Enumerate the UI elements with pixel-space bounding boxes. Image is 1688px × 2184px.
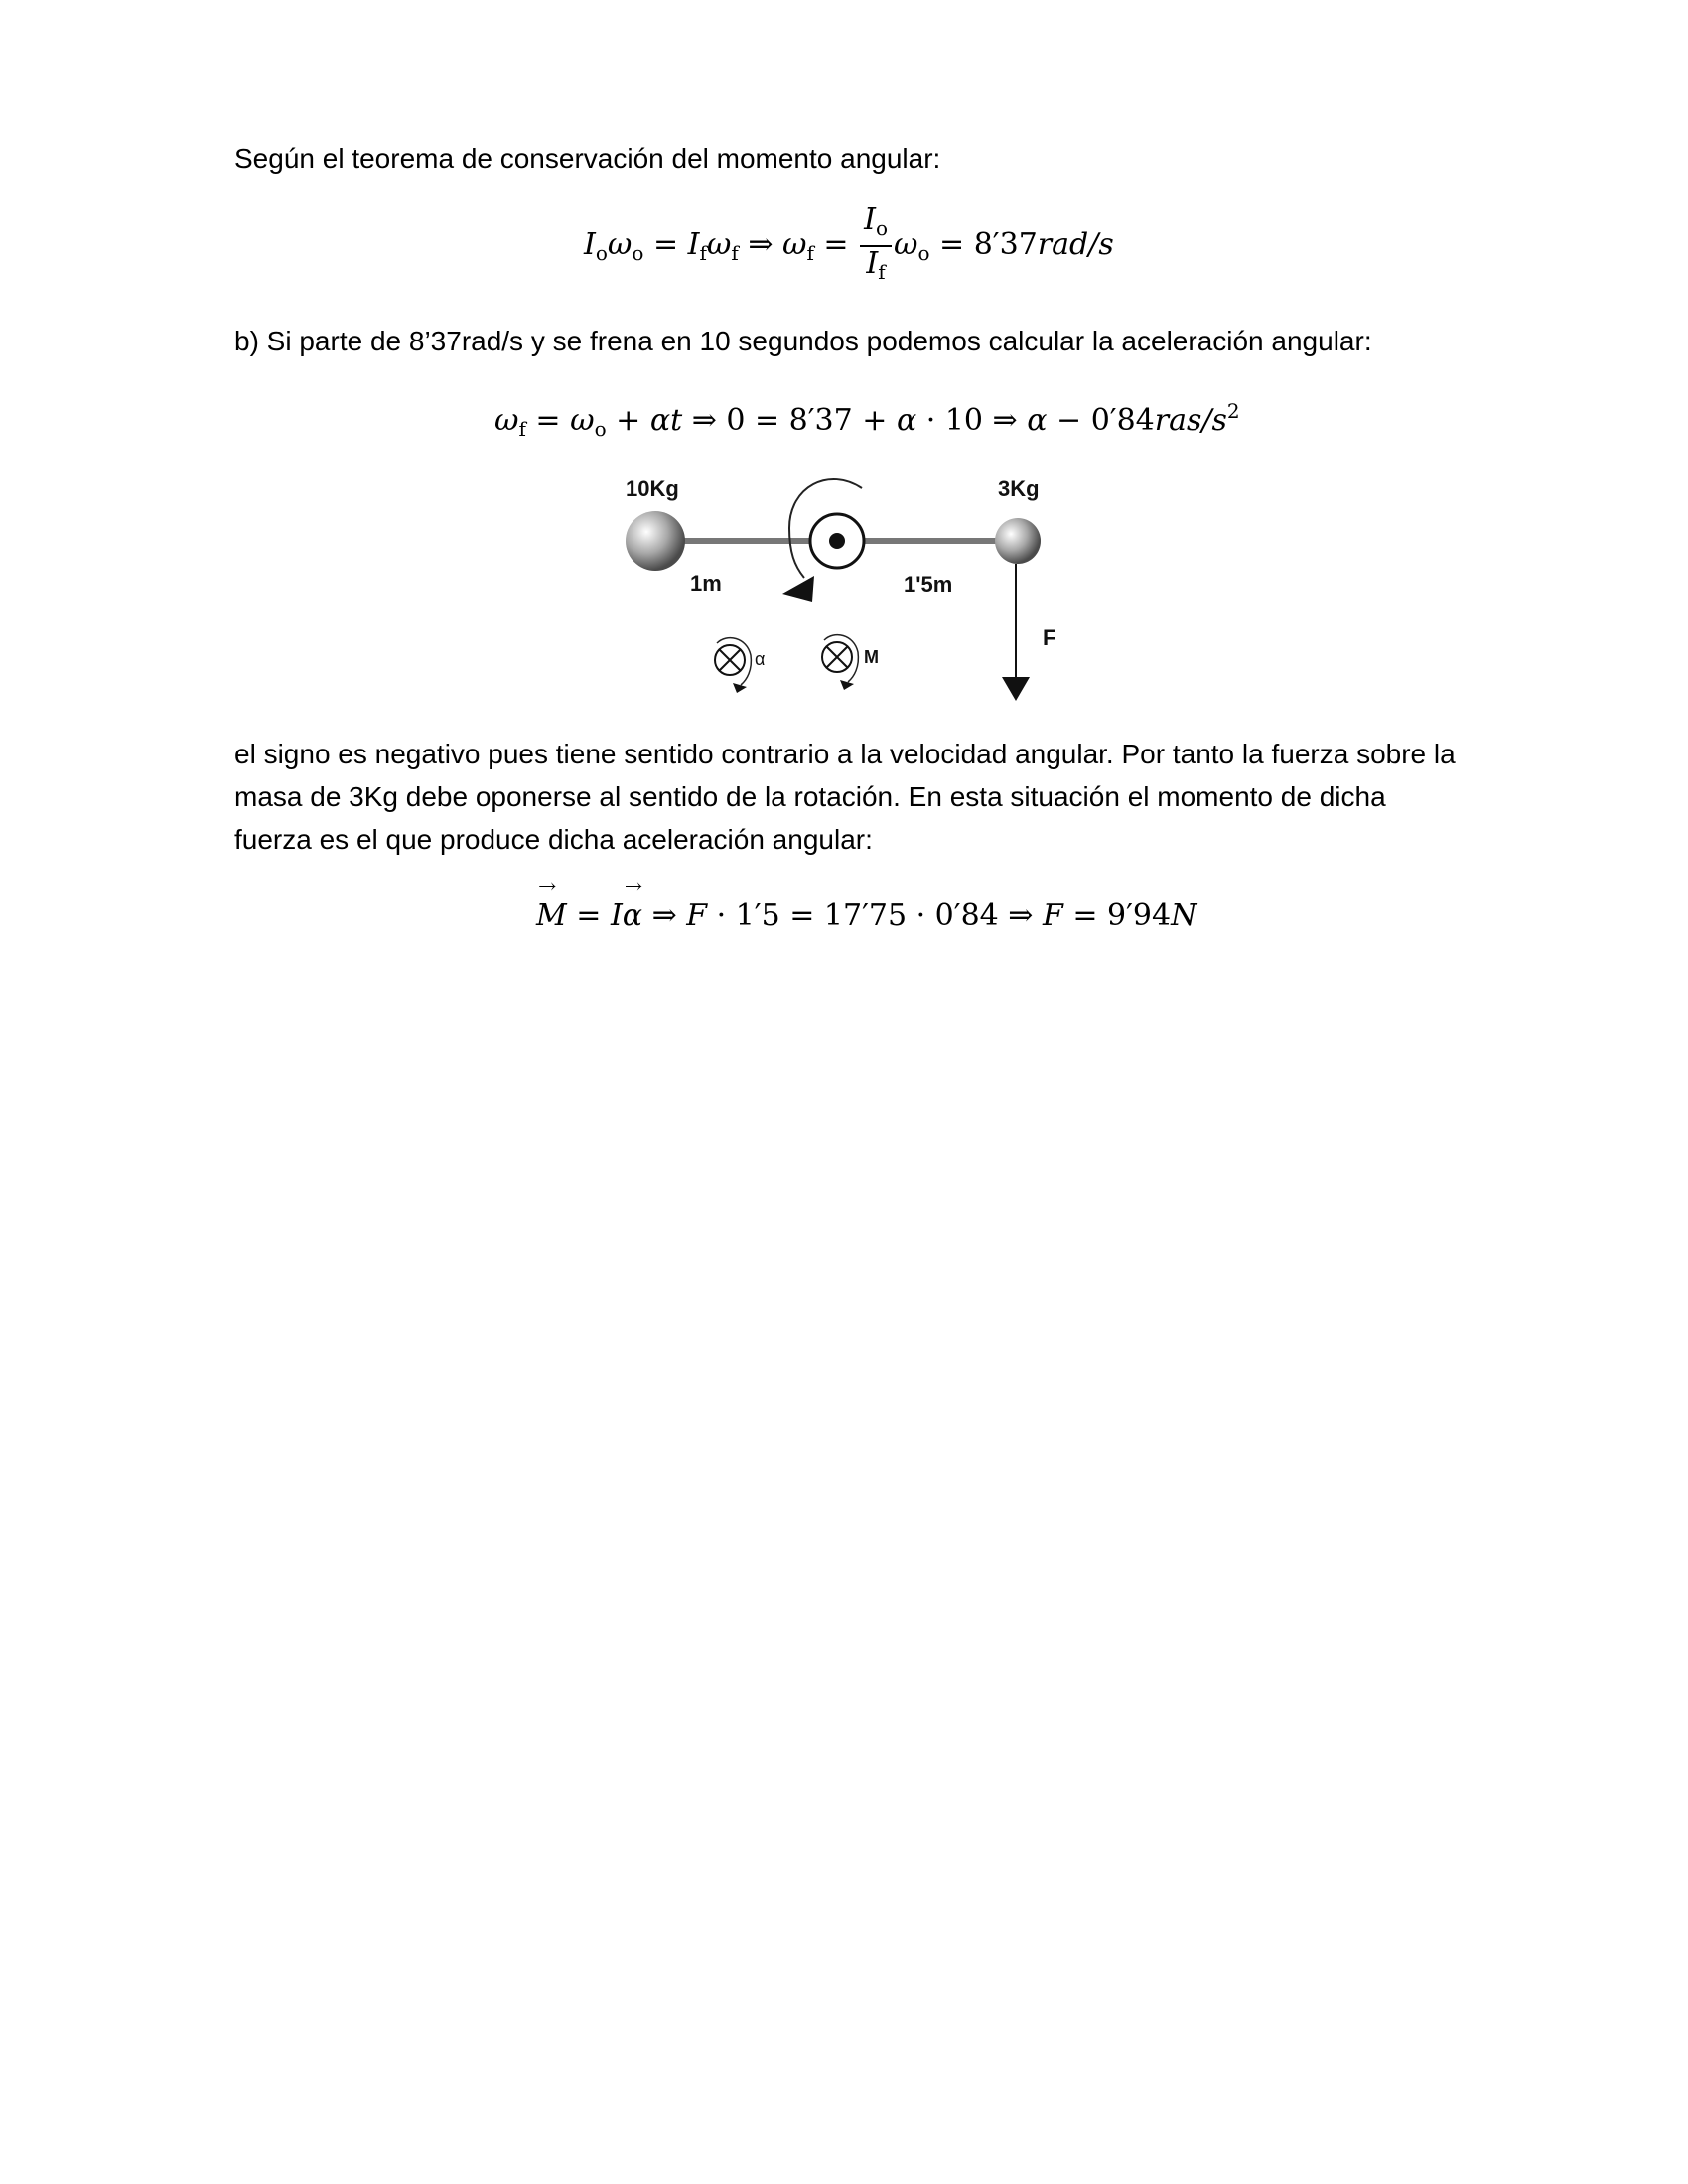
mass-right-ball (995, 518, 1041, 564)
angular-velocity-arrowhead (782, 576, 814, 602)
explanation-text: el signo es negativo pues tiene sentido contrario a la velocidad angular. Por tanto la fuerza sobre la masa de 3Kg debe oponerse al sentido de la rotación. En esta situación el momento de dicha fuerza es el que produce dicha aceleración angular: (234, 739, 1456, 855)
moment-label: M (864, 647, 879, 667)
distance-right-label: 1'5m (904, 572, 953, 597)
equation-conservation: $I_o\omega_o = I_f\omega_f$ ⇒ $\omega_f$ = $\frac{I_o}{I_f}$ $\omega_o = 8'37rad/s$ (584, 204, 1114, 289)
equation-angular-acceleration: $\omega_f = \omega_o + \alpha t$ ⇒ 0 = 8′37 + α · 10 ⇒ $\alpha - 0'84ras/s^2$ (494, 399, 1240, 441)
distance-left-label: 1m (690, 571, 722, 596)
part-b-text: b) Si parte de 8’37rad/s y se frena en 10 segundos podemos calcular la aceleración angular: (234, 326, 1372, 356)
mass-left-label: 10Kg (626, 477, 679, 501)
mass-left-ball (626, 511, 685, 571)
intro-text: Según el teorema de conservación del momento angular: (234, 143, 941, 174)
mass-right-label: 3Kg (998, 477, 1040, 501)
force-label: F (1043, 625, 1056, 650)
alpha-into-page-icon (715, 638, 751, 693)
force-arrowhead (1002, 677, 1030, 701)
fraction-inertia: $\frac{I_o}{I_f}$ (860, 204, 892, 289)
equation-force: → M = I→ α ⇒ F · 1′5 = 17′75 · 0′84 ⇒ F = 9′94N (536, 898, 1196, 933)
alpha-label: α (755, 649, 766, 669)
moment-into-page-icon (822, 635, 858, 690)
rotating-rod-diagram (596, 467, 1132, 715)
axis-dot (829, 533, 845, 549)
